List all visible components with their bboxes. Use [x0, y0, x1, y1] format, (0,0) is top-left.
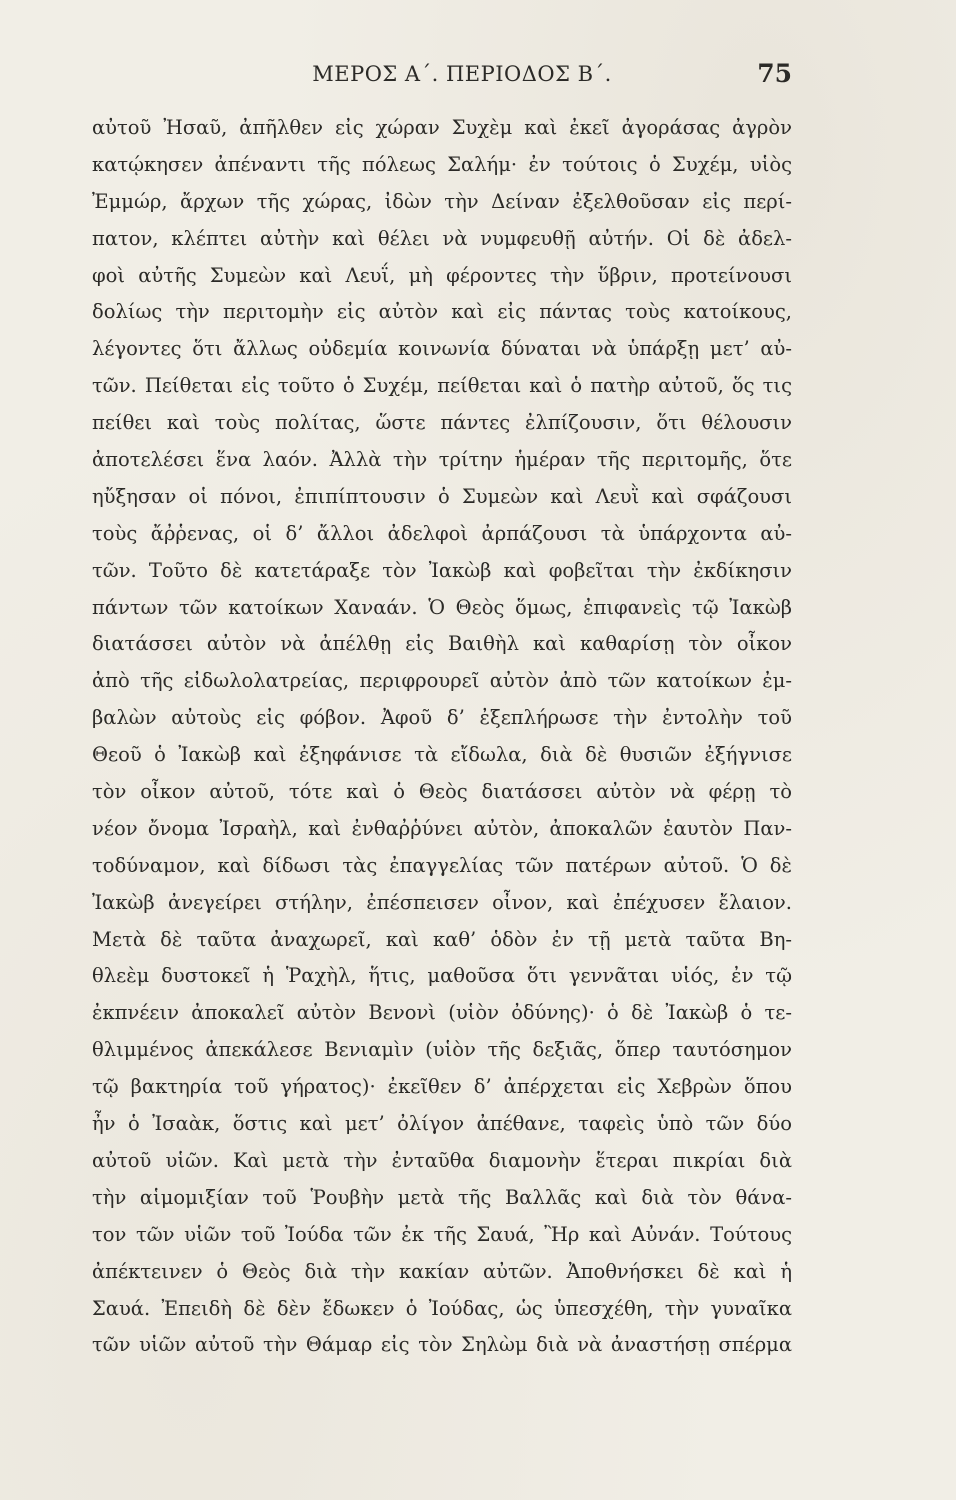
running-head: ΜΕΡΟΣ Α΄. ΠΕΡΙΟΔΟΣ Β΄. [312, 62, 612, 86]
text-line: νέον ὄνομα Ἰσραὴλ, καὶ ἐνθαῤῥύνει αὐτὸν, ἀποκαλῶν ἑαυτὸν Παν- [92, 816, 792, 840]
body-text [92, 110, 792, 1364]
text-line: τὴν αἱμομιξίαν τοῦ Ῥουβὴν μετὰ τῆς Βαλλᾶς καὶ διὰ τὸν θάνα- [92, 1185, 792, 1209]
page-number: 75 [757, 59, 792, 88]
text-line: ἀπὸ τῆς εἰδωλολατρείας, περιφρουρεῖ αὐτὸν ἀπὸ τῶν κατοίκων ἐμ- [92, 669, 792, 693]
text-line: Μετὰ δὲ ταῦτα ἀναχωρεῖ, καὶ καθ’ ὁδὸν ἐν τῇ μετὰ ταῦτα Βη- [92, 927, 792, 951]
text-line: ἀποτελέσει ἕνα λαόν. Ἀλλὰ τὴν τρίτην ἡμέραν τῆς περιτομῆς, ὅτε [92, 448, 792, 472]
text-line: πείθει καὶ τοὺς πολίτας, ὥστε πάντες ἐλπίζουσιν, ὅτι θέλουσιν [92, 411, 792, 435]
text-line: λέγοντες ὅτι ἄλλως οὐδεμία κοινωνία δύναται νὰ ὑπάρξῃ μετ’ αὐ- [92, 337, 792, 361]
page-header [92, 58, 792, 90]
text-line: φοὶ αὐτῆς Συμεὼν καὶ Λευΐ, μὴ φέροντες τὴν ὕβριν, προτείνουσι [92, 263, 792, 287]
text-line: τον τῶν υἱῶν τοῦ Ἰούδα τῶν ἐκ τῆς Σαυά, Ἢρ καὶ Αὐνάν. Τούτους [92, 1222, 792, 1246]
text-line: ἐκπνέειν ἀποκαλεῖ αὐτὸν Βενονὶ (υἱὸν ὀδύνης)· ὁ δὲ Ἰακὼβ ὁ τε- [92, 1001, 792, 1025]
text-line: Ἰακὼβ ἀνεγείρει στήλην, ἐπέσπεισεν οἶνον, καὶ ἐπέχυσεν ἔλαιον. [92, 890, 792, 914]
text-line: θλεὲμ δυστοκεῖ ἡ Ῥαχὴλ, ἥτις, μαθοῦσα ὅτι γεννᾶται υἱός, ἐν τῷ [92, 964, 792, 988]
text-line: τῶν. Τοῦτο δὲ κατετάραξε τὸν Ἰακὼβ καὶ φοβεῖται τὴν ἐκδίκησιν [92, 558, 792, 582]
text-line: ἦν ὁ Ἰσαὰκ, ὅστις καὶ μετ’ ὀλίγον ἀπέθανε, ταφεὶς ὑπὸ τῶν δύο [92, 1112, 792, 1136]
text-line: τῶν. Πείθεται εἰς τοῦτο ὁ Συχέμ, πείθεται καὶ ὁ πατὴρ αὐτοῦ, ὅς τις [92, 374, 792, 398]
text-line: αὐτοῦ υἱῶν. Καὶ μετὰ τὴν ἐνταῦθα διαμονὴν ἕτεραι πικρίαι διὰ [92, 1148, 792, 1172]
text-line: Σαυά. Ἐπειδὴ δὲ δὲν ἔδωκεν ὁ Ἰούδας, ὡς ὑπεσχέθη, τὴν γυναῖκα [92, 1296, 792, 1320]
text-line: τῶν υἱῶν αὐτοῦ τὴν Θάμαρ εἰς τὸν Σηλὼμ διὰ νὰ ἀναστήσῃ σπέρμα [92, 1333, 792, 1357]
text-line: τὸν οἶκον αὐτοῦ, τότε καὶ ὁ Θεὸς διατάσσει αὐτὸν νὰ φέρῃ τὸ [92, 780, 792, 804]
text-line: αὐτοῦ Ἠσαῦ, ἀπῆλθεν εἰς χώραν Συχὲμ καὶ ἐκεῖ ἀγοράσας ἀγρὸν [92, 116, 792, 139]
text-line: βαλὼν αὐτοὺς εἰς φόβον. Ἀφοῦ δ’ ἐξεπλήρωσε τὴν ἐντολὴν τοῦ [92, 706, 792, 730]
text-line: θλιμμένος ἀπεκάλεσε Βενιαμὶν (υἱὸν τῆς δεξιᾶς, ὅπερ ταυτόσημον [92, 1038, 792, 1062]
text-line: τοὺς ἄῤῥενας, οἱ δ’ ἄλλοι ἀδελφοὶ ἀρπάζουσι τὰ ὑπάρχοντα αὐ- [92, 521, 792, 545]
text-line: πάντων τῶν κατοίκων Χαναάν. Ὁ Θεὸς ὅμως, ἐπιφανεὶς τῷ Ἰακὼβ [92, 595, 792, 619]
text-line: δολίως τὴν περιτομὴν εἰς αὐτὸν καὶ εἰς πάντας τοὺς κατοίκους, [92, 300, 792, 324]
text-line: διατάσσει αὐτὸν νὰ ἀπέλθῃ εἰς Βαιθὴλ καὶ καθαρίσῃ τὸν οἶκον [92, 632, 792, 656]
text-line: κατῴκησεν ἀπέναντι τῆς πόλεως Σαλήμ· ἐν τούτοις ὁ Συχέμ, υἱὸς [92, 152, 792, 176]
text-line: Ἐμμώρ, ἄρχων τῆς χώρας, ἰδὼν τὴν Δείναν ἐξελθοῦσαν εἰς περί- [92, 189, 792, 213]
text-line: Θεοῦ ὁ Ἰακὼβ καὶ ἐξηφάνισε τὰ εἴδωλα, διὰ δὲ θυσιῶν ἐξήγνισε [92, 743, 792, 767]
text-line: ηὔξησαν οἱ πόνοι, ἐπιπίπτουσιν ὁ Συμεὼν καὶ Λευῒ καὶ σφάζουσι [92, 484, 792, 508]
text-line: τοδύναμον, καὶ δίδωσι τὰς ἐπαγγελίας τῶν πατέρων αὐτοῦ. Ὁ δὲ [92, 853, 792, 877]
text-line: ἀπέκτεινεν ὁ Θεὸς διὰ τὴν κακίαν αὐτῶν. Ἀποθνήσκει δὲ καὶ ἡ [92, 1259, 792, 1283]
text-line: πατον, κλέπτει αὐτὴν καὶ θέλει νὰ νυμφευθῇ αὐτήν. Οἱ δὲ ἀδελ- [92, 226, 792, 250]
text-line: τῷ βακτηρία τοῦ γήρατος)· ἐκεῖθεν δ’ ἀπέρχεται εἰς Χεβρὼν ὅπου [92, 1075, 792, 1099]
